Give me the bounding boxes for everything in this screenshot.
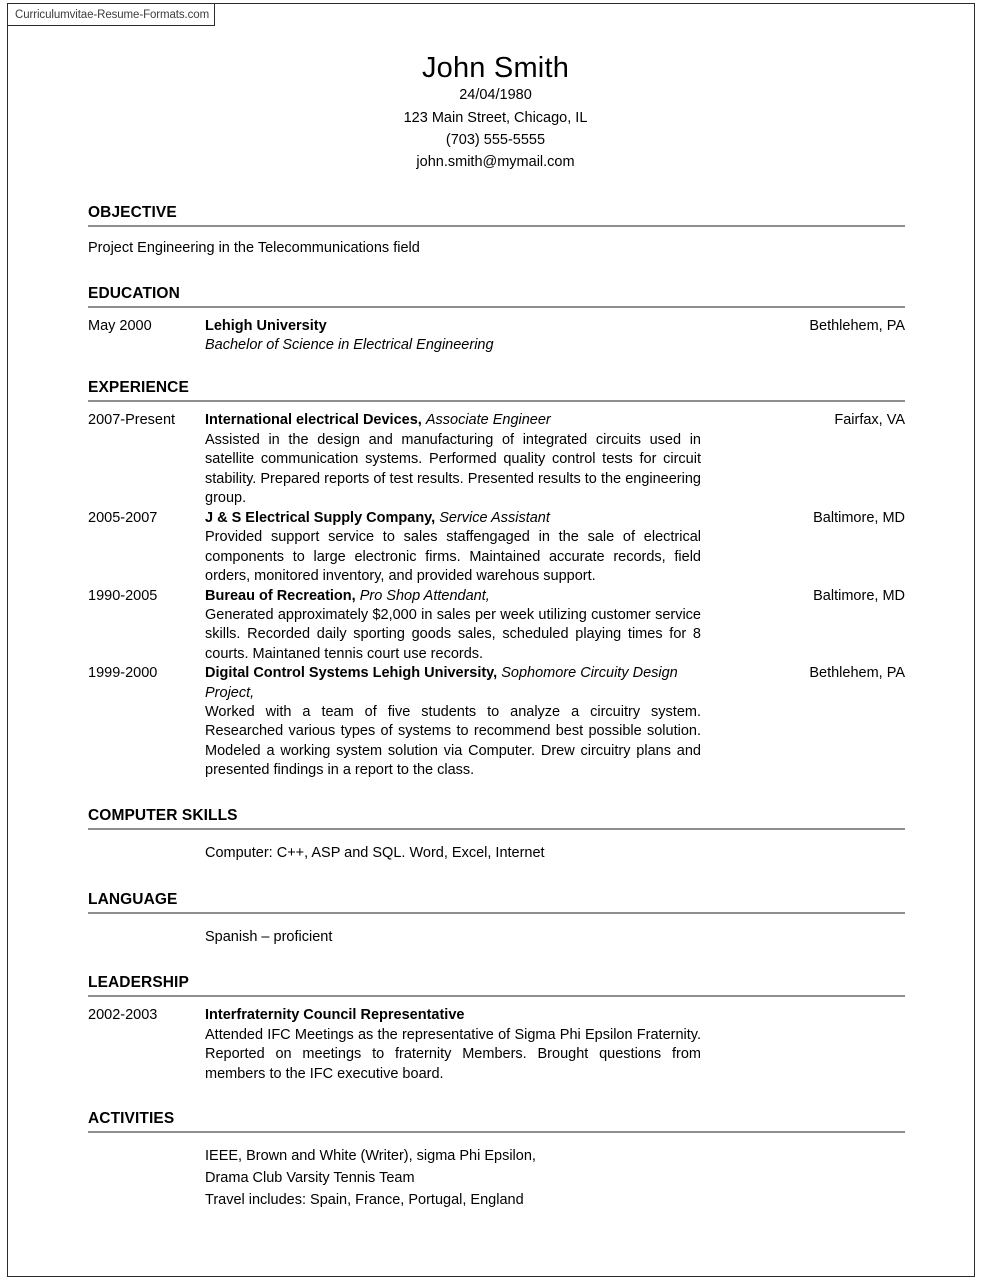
activities-body [205,1146,905,1211]
section-rule [88,1131,905,1133]
entry-location: Baltimore, MD [813,509,905,526]
entry-degree: Bachelor of Science in Electrical Engineering [205,337,494,354]
entry-location: Fairfax, VA [834,412,905,429]
entry-body [205,1006,775,1084]
entry-date: 1990-2005 [88,587,158,604]
entry-role: Sophomore Circuity Design Project, [205,665,678,701]
entry-title [205,411,701,430]
entry-date: 2002-2003 [88,1007,158,1024]
section-rule [88,225,905,227]
activities-line: IEEE, Brown and White (Writer), sigma Phi Epsilon, [205,1148,536,1165]
entry-body [205,411,775,508]
resume-header [0,52,991,173]
section-heading-activities: ACTIVITIES [88,1110,175,1128]
entry-date: 1999-2000 [88,665,158,682]
entry-description: Worked with a team of five students to analyze a circuitry system. Researched various types of systems to recommend best possible solution. Modeled a working system solution via Computer. Drew circuitry plans and presented findings in a report to the class. [205,703,701,779]
section-objective [88,204,905,260]
watermark-label: Curriculumvitae-Resume-Formats.com [15,8,210,21]
section-rule [88,306,905,308]
header-birthdate: 24/04/1980 [459,87,532,104]
entry-body [205,317,775,356]
entry-organization: J & S Electrical Supply Company, [205,509,436,526]
activities-line: Drama Club Varsity Tennis Team [205,1169,415,1186]
language-body [205,927,905,949]
computer-skills-text: Computer: C++, ASP and SQL. Word, Excel, Internet [205,844,545,861]
experience-entry [88,587,905,665]
objective-text: Project Engineering in the Telecommunications field [88,240,420,257]
section-heading-language: LANGUAGE [88,890,178,908]
section-leadership [88,974,905,1084]
section-computer-skills [88,807,905,865]
experience-entry [88,509,905,587]
entry-date: May 2000 [88,317,152,334]
section-heading-objective: OBJECTIVE [88,204,177,222]
education-entry [88,317,905,356]
entry-location: Bethlehem, PA [809,665,905,682]
section-heading-education: EDUCATION [88,284,180,302]
activities-line: Travel includes: Spain, France, Portugal, England [205,1191,524,1208]
entry-organization: International electrical Devices, [205,412,422,429]
computer-skills-body [205,843,905,865]
section-heading-computer-skills: COMPUTER SKILLS [88,806,238,824]
entry-organization: Interfraternity Council Representative [205,1007,465,1024]
section-rule [88,400,905,402]
section-language [88,891,905,949]
experience-entry [88,664,905,781]
section-heading-leadership: LEADERSHIP [88,974,189,992]
entry-organization: Digital Control Systems Lehigh University, [205,665,498,682]
entry-role: Pro Shop Attendant, [359,587,490,604]
entry-description: Assisted in the design and manufacturing of integrated circuits used in satellite communication systems. Performed quality control tests for circuit stability. Prepared reports of test results. Presented results to the engineering group. [205,431,701,507]
header-address: 123 Main Street, Chicago, IL [403,109,588,126]
entry-title [205,587,701,606]
entry-body [205,664,775,781]
entry-role: Service Assistant [439,509,550,526]
section-education [88,285,905,356]
entry-description: Generated approximately $2,000 in sales per week utilizing customer service skills. Recorded daily sporting goods sales, scheduled playing times for 8 courts. Maintaned tennis court use records. [205,606,701,662]
section-activities [88,1110,905,1211]
entry-location: Bethlehem, PA [809,317,905,334]
entry-date: 2005-2007 [88,509,158,526]
entry-role: Associate Engineer [425,412,551,429]
section-rule [88,995,905,997]
section-experience [88,379,905,780]
leadership-entry [88,1006,905,1084]
entry-organization: Bureau of Recreation, [205,587,356,604]
language-text: Spanish – proficient [205,928,333,945]
section-rule [88,912,905,914]
entry-description: Provided support service to sales staffengaged in the sale of electrical components to large electronic firms. Maintained accurate records, field orders, monitored inventory, and provided warehous support. [205,529,701,585]
section-heading-experience: EXPERIENCE [88,379,189,397]
entry-title [205,664,701,703]
entry-date: 2007-Present [88,412,176,429]
entry-body [205,587,775,665]
entry-body [205,509,775,587]
header-phone: (703) 555-5555 [445,131,546,148]
page-title: John Smith [421,52,570,84]
section-rule [88,828,905,830]
entry-title [205,317,701,336]
entry-title [205,1006,701,1025]
entry-title [205,509,701,528]
entry-location: Baltimore, MD [813,587,905,604]
entry-organization: Lehigh University [205,317,327,334]
entry-description: Attended IFC Meetings as the representative of Sigma Phi Epsilon Fraternity. Reported on meetings to fraternity Members. Brought questions from members to the IFC executive board. [205,1026,701,1082]
header-email: john.smith@mymail.com [416,153,575,170]
experience-entry [88,411,905,508]
